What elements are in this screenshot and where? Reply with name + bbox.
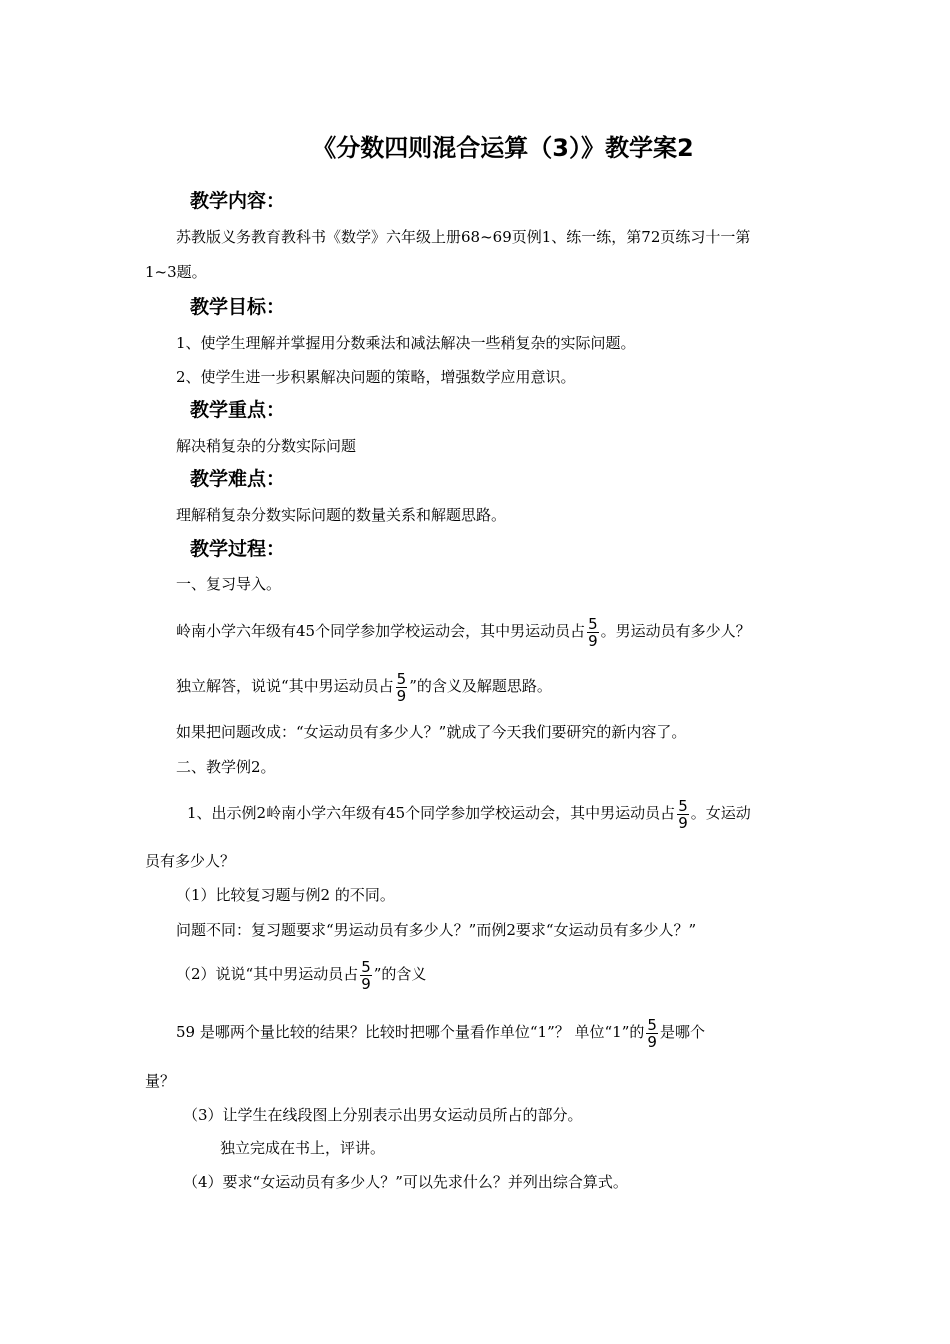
heading-content: 教学内容：: [190, 190, 286, 212]
step-2: [176, 955, 426, 993]
example-1: [187, 794, 751, 832]
fraction-denominator: 9: [678, 813, 688, 832]
step-4: （4）要求“女运动员有多少人？”可以先求什么？并列出综合算式。: [183, 1173, 628, 1191]
fraction-numerator: 5: [647, 1015, 657, 1034]
example-1-continuation: 员有多少人？: [145, 852, 236, 870]
goal-item-2: 2、使学生进一步积累解决问题的策略，增强数学应用意识。: [176, 368, 576, 386]
key-point-text: 解决稍复杂的分数实际问题: [176, 437, 357, 455]
example-1-tail: 。女运动: [690, 804, 751, 822]
fraction-numerator: 5: [588, 614, 598, 633]
fraction-denominator: 9: [588, 631, 598, 650]
review-question-tail: 。男运动员有多少人？: [600, 622, 751, 640]
step-1: （1）比较复习题与例2 的不同。: [176, 886, 395, 904]
goal-item-1: 1、使学生理解并掌握用分数乘法和减法解决一些稍复杂的实际问题。: [176, 334, 636, 352]
fraction-denominator: 9: [361, 974, 371, 993]
step-3: （3）让学生在线段图上分别表示出男女运动员所占的部分。: [183, 1106, 583, 1124]
fraction-five-ninths: [396, 671, 408, 704]
fraction-denominator: 9: [647, 1032, 657, 1051]
step-3-sub: 独立完成在书上，评讲。: [220, 1139, 386, 1157]
fraction-numerator: 5: [396, 669, 407, 688]
fraction-five-ninths: [677, 798, 689, 831]
problem-change: 如果把问题改成：“女运动员有多少人？”就成了今天我们要研究的新内容了。: [176, 723, 687, 741]
review-question: [176, 612, 751, 650]
heading-key-point: 教学重点：: [190, 399, 286, 421]
document-title: 《分数四则混合运算（3）》教学案2: [312, 134, 694, 162]
solve-instruction-text: 独立解答，说说“其中男运动员占: [176, 677, 394, 695]
example-1-text: 1、出示例2岭南小学六年级有45个同学参加学校运动会，其中男运动员占: [187, 804, 676, 822]
solve-instruction: [176, 667, 552, 705]
fraction-five-ninths: [646, 1017, 658, 1050]
solve-instruction-tail: ”的含义及解题思路。: [409, 677, 552, 695]
fraction-meaning-tail: 是哪个: [659, 1023, 705, 1041]
example-title: 二、教学例2。: [176, 758, 276, 776]
fraction-five-ninths: [360, 959, 372, 992]
content-line-2: 1~3题。: [145, 263, 207, 281]
content-line-1: 苏教版义务教育教科书《数学》六年级上册68~69页例1、练一练，第72页练习十一第: [176, 228, 751, 246]
fraction-denominator: 9: [396, 686, 407, 705]
review-title: 一、复习导入。: [176, 575, 282, 593]
fraction-meaning-text: 59 是哪两个量比较的结果？比较时把哪个量看作单位“1”？ 单位“1”的: [176, 1023, 645, 1041]
fraction-five-ninths: [587, 616, 599, 649]
difficulty-text: 理解稍复杂分数实际问题的数量关系和解题思路。: [176, 506, 507, 524]
review-question-text: 岭南小学六年级有45个同学参加学校运动会，其中男运动员占: [176, 622, 586, 640]
difference-text: 问题不同：复习题要求“男运动员有多少人？”而例2要求“女运动员有多少人？”: [176, 921, 697, 939]
fraction-numerator: 5: [361, 957, 371, 976]
heading-process: 教学过程：: [190, 538, 286, 560]
fraction-meaning-continuation: 量？: [145, 1072, 176, 1090]
heading-difficulty: 教学难点：: [190, 468, 286, 490]
step-2-text: （2）说说“其中男运动员占: [176, 965, 359, 983]
fraction-numerator: 5: [678, 796, 688, 815]
step-2-tail: ”的含义: [373, 965, 427, 983]
fraction-meaning-question: [176, 1013, 705, 1051]
heading-goals: 教学目标：: [190, 296, 286, 318]
